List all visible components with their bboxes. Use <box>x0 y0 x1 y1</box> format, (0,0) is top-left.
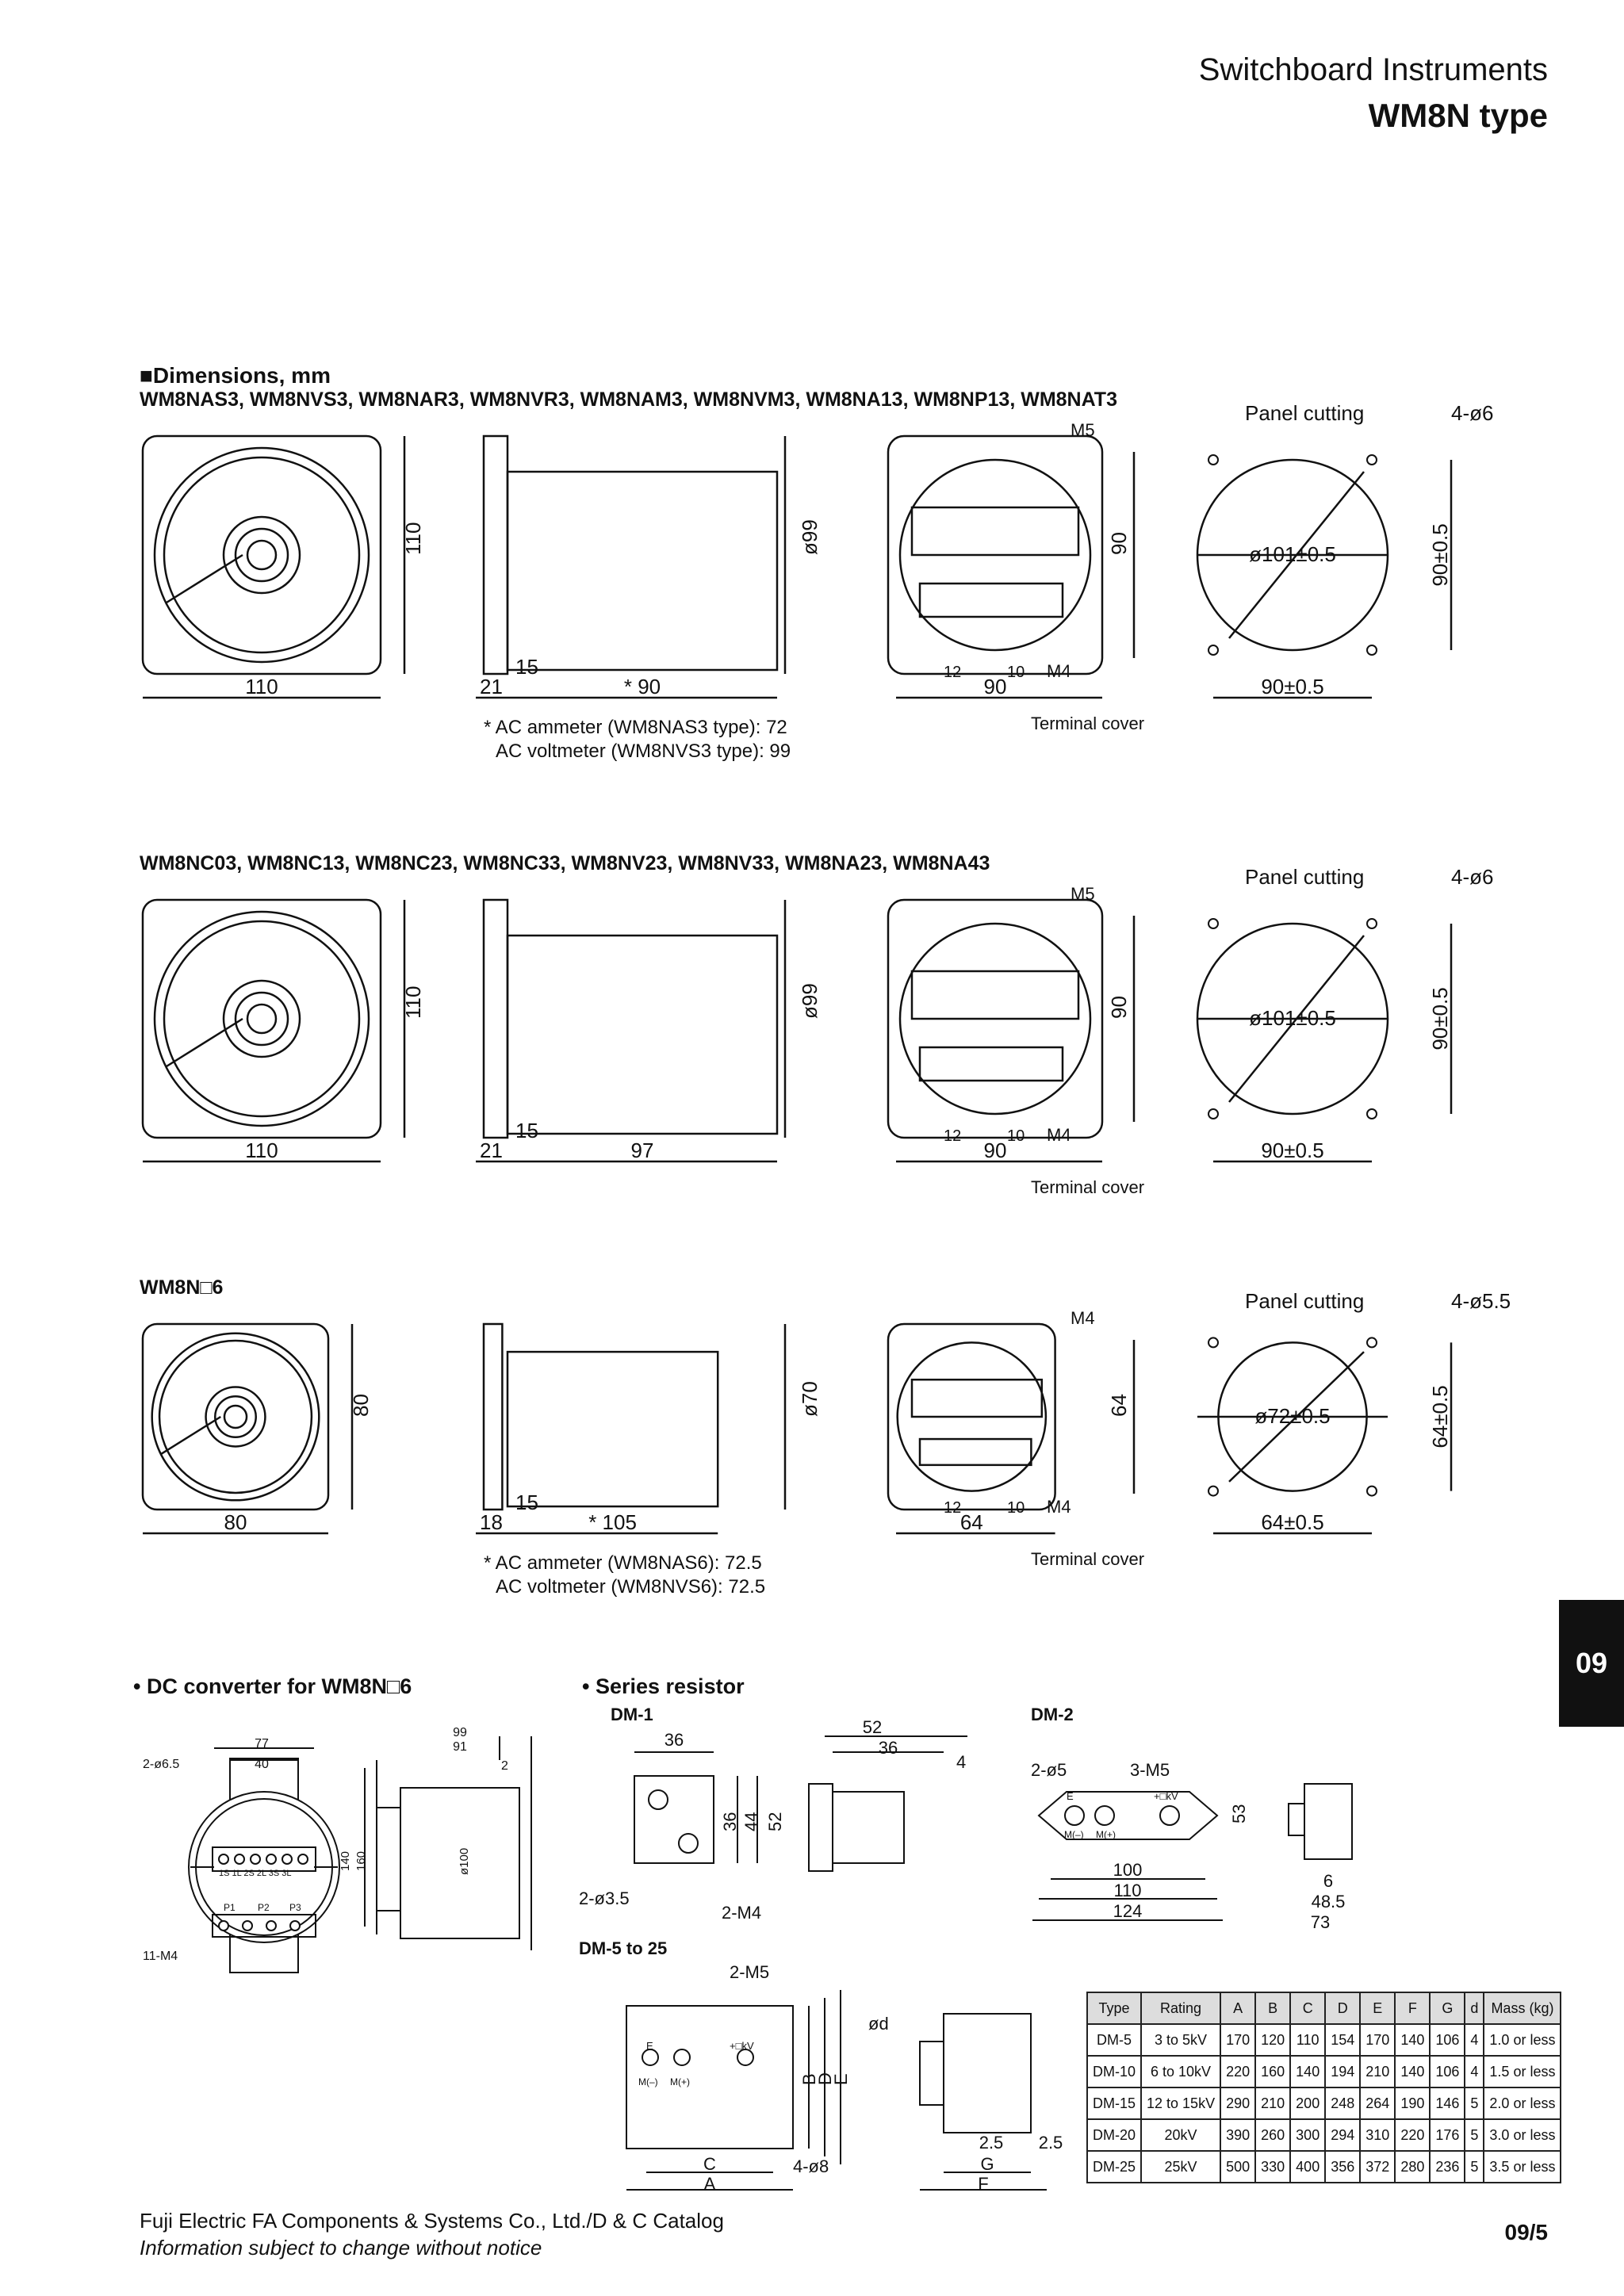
table-header: Mass (kg) <box>1484 1992 1561 2024</box>
table-cell: 400 <box>1290 2151 1325 2183</box>
table-cell: 264 <box>1360 2087 1395 2119</box>
table-cell: 280 <box>1395 2151 1430 2183</box>
table-header: B <box>1255 1992 1290 2024</box>
depth-b: 15 <box>515 1119 538 1142</box>
table-cell: 194 <box>1325 2056 1360 2087</box>
dm1-dim-36: 36 <box>664 1730 684 1750</box>
terminal-cover: Terminal cover <box>1031 714 1145 733</box>
dimension-drawings <box>135 1289 1562 1673</box>
dm2-dim-110: 110 <box>1113 1881 1142 1900</box>
header-title: Switchboard Instruments <box>1198 52 1548 87</box>
dc-dim-140: 140 <box>339 1850 352 1871</box>
note-voltmeter: AC voltmeter (WM8NVS3 type): 99 <box>496 740 791 762</box>
table-cell: 200 <box>1290 2087 1325 2119</box>
page-number: 09/5 <box>1504 2220 1548 2244</box>
cut-width: 90±0.5 <box>1261 675 1324 698</box>
back-height: 90 <box>1107 532 1131 555</box>
table-header: C <box>1290 1992 1325 2024</box>
body-diameter: ø99 <box>798 983 822 1019</box>
dm5-d: D <box>815 2072 835 2085</box>
cut-diameter: ø101±0.5 <box>1249 1006 1336 1030</box>
terminal-pitch-a: 12 <box>944 1127 962 1145</box>
cut-diameter: ø101±0.5 <box>1249 542 1336 566</box>
table-cell: 210 <box>1360 2056 1395 2087</box>
dm5-drawing <box>571 1934 1078 2204</box>
table-cell: 190 <box>1395 2087 1430 2119</box>
front-width: 110 <box>245 1138 278 1162</box>
depth-a: 21 <box>480 675 503 698</box>
dc-screws: 11-M4 <box>143 1950 178 1963</box>
dc-dim-99: 99 <box>453 1726 467 1739</box>
footer-notice: Information subject to change without notice <box>140 2236 542 2260</box>
table-cell: 106 <box>1430 2056 1465 2087</box>
body-diameter: ø70 <box>798 1381 822 1417</box>
dm5-d25b: 2.5 <box>1038 2133 1063 2152</box>
table-cell: 210 <box>1255 2087 1290 2119</box>
dimension-group-2 <box>0 852 1624 1265</box>
mount-holes: 4-ø6 <box>1451 865 1494 889</box>
dm2-dim-100: 100 <box>1113 1860 1143 1880</box>
footer-company: Fuji Electric FA Components & Systems Co., Ltd./D & C Catalog <box>140 2209 724 2233</box>
panel-cutting-label: Panel cutting <box>1245 401 1365 425</box>
table-cell: 220 <box>1220 2056 1255 2087</box>
front-width: 110 <box>245 675 278 698</box>
table-cell: 160 <box>1255 2056 1290 2087</box>
table-row <box>1087 2151 1561 2183</box>
header-subtitle: WM8N type <box>1368 97 1548 134</box>
dm1-screw: 2-M4 <box>722 1903 762 1923</box>
series-resistor-title: • Series resistor <box>582 1674 745 1698</box>
table-cell: 300 <box>1290 2119 1325 2151</box>
table-cell: 372 <box>1360 2151 1395 2183</box>
dc-dim-160: 160 <box>354 1850 368 1871</box>
table-cell: 294 <box>1325 2119 1360 2151</box>
cut-height: 64±0.5 <box>1428 1385 1452 1448</box>
table-cell: 1.0 or less <box>1484 2024 1561 2056</box>
terminal-screw: M4 <box>1047 1125 1071 1145</box>
panel-cutting-label: Panel cutting <box>1245 865 1365 889</box>
table-cell: 3.5 or less <box>1484 2151 1561 2183</box>
section-title: ■Dimensions, mm <box>140 363 331 388</box>
table-cell: 310 <box>1360 2119 1395 2151</box>
dc-dim-40: 40 <box>255 1758 269 1771</box>
table-row <box>1087 2087 1561 2119</box>
table-row <box>1087 2024 1561 2056</box>
dm5-b: B <box>799 2073 819 2085</box>
terminal-screw: M4 <box>1047 1497 1071 1517</box>
table-cell: 140 <box>1395 2024 1430 2056</box>
section-tab: 09 <box>1559 1600 1624 1727</box>
table-cell: 330 <box>1255 2151 1290 2183</box>
table-header: Type <box>1087 1992 1141 2024</box>
mount-holes: 4-ø5.5 <box>1451 1289 1511 1313</box>
cut-diameter: ø72±0.5 <box>1254 1404 1331 1428</box>
depth-b: 15 <box>515 1490 538 1514</box>
depth-c: 97 <box>630 1138 654 1162</box>
table-cell: 176 <box>1430 2119 1465 2151</box>
depth-c: * 105 <box>588 1510 637 1534</box>
table-cell: 3 to 5kV <box>1141 2024 1220 2056</box>
model-list: WM8NAS3, WM8NVS3, WM8NAR3, WM8NVR3, WM8NAM3, WM8NVM3, WM8NA13, WM8NP13, WM8NAT3 <box>140 388 1117 411</box>
note-voltmeter: AC voltmeter (WM8NVS6): 72.5 <box>496 1576 766 1598</box>
mount-screw: M4 <box>1071 1308 1095 1328</box>
dc-dim-2: 2 <box>501 1759 508 1773</box>
table-header: Rating <box>1141 1992 1220 2024</box>
dm5-g: G <box>980 2154 994 2174</box>
resistor-table <box>1086 1992 1561 2183</box>
table-cell: 260 <box>1255 2119 1290 2151</box>
dm5-a: A <box>703 2174 716 2194</box>
mount-holes: 4-ø6 <box>1451 401 1494 425</box>
back-width: 90 <box>983 675 1007 698</box>
note-ammeter: * AC ammeter (WM8NAS3 type): 72 <box>484 717 787 738</box>
back-height: 64 <box>1107 1394 1131 1417</box>
front-height: 110 <box>401 985 425 1019</box>
dm1-drawing <box>571 1705 983 1942</box>
dm1-label: DM-1 <box>611 1705 653 1724</box>
table-cell: 248 <box>1325 2087 1360 2119</box>
dm2-e: E <box>1067 1790 1074 1802</box>
cut-width: 64±0.5 <box>1261 1510 1324 1534</box>
table-cell: 4 <box>1465 2024 1484 2056</box>
dc-p3: P3 <box>289 1902 301 1913</box>
table-cell: 12 to 15kV <box>1141 2087 1220 2119</box>
model-list: WM8NC03, WM8NC13, WM8NC23, WM8NC33, WM8NV23, WM8NV33, WM8NA23, WM8NA43 <box>140 852 990 874</box>
cut-width: 90±0.5 <box>1261 1138 1324 1162</box>
table-cell: 110 <box>1290 2024 1325 2056</box>
model-list: WM8N□6 <box>140 1276 224 1299</box>
dm2-dim-73: 73 <box>1310 1912 1331 1932</box>
dc-dia: ø100 <box>458 1847 471 1875</box>
dm5-e: E <box>646 2040 653 2052</box>
table-header: D <box>1325 1992 1360 2024</box>
dm1-dim-36b: 36 <box>720 1812 740 1831</box>
table-cell: 170 <box>1360 2024 1395 2056</box>
front-height: 80 <box>349 1394 373 1417</box>
note-ammeter: * AC ammeter (WM8NAS6): 72.5 <box>484 1552 762 1574</box>
dc-p1: P1 <box>224 1902 236 1913</box>
dm1-dim-36c: 36 <box>878 1738 898 1758</box>
dm1-dim-44: 44 <box>741 1812 761 1831</box>
dm2-drawing <box>1007 1705 1404 1950</box>
dimension-drawings <box>135 401 1562 785</box>
dm5-e2: E <box>831 2073 851 2085</box>
dimension-drawings <box>135 865 1562 1249</box>
table-cell: DM-20 <box>1087 2119 1141 2151</box>
dm5-c: C <box>703 2154 716 2174</box>
depth-c: * 90 <box>623 675 661 698</box>
table-cell: 236 <box>1430 2151 1465 2183</box>
terminal-pitch-b: 10 <box>1007 664 1025 681</box>
table-cell: 140 <box>1395 2056 1430 2087</box>
table-cell: DM-15 <box>1087 2087 1141 2119</box>
dm1-dim-52b: 52 <box>862 1717 883 1737</box>
table-cell: DM-5 <box>1087 2024 1141 2056</box>
table-cell: 1.5 or less <box>1484 2056 1561 2087</box>
table-cell: 120 <box>1255 2024 1290 2056</box>
dm2-mplus: M(+) <box>1096 1829 1116 1840</box>
table-row <box>1087 2056 1561 2087</box>
front-width: 80 <box>224 1510 247 1534</box>
dm5-mminus: M(–) <box>638 2076 658 2087</box>
dm2-dim-53: 53 <box>1229 1804 1249 1823</box>
terminal-pitch-a: 12 <box>944 664 962 681</box>
table-cell: 6 to 10kV <box>1141 2056 1220 2087</box>
dm5-od: ød <box>868 2014 889 2034</box>
table-header: d <box>1465 1992 1484 2024</box>
dm5-mplus: M(+) <box>670 2076 690 2087</box>
table-header: E <box>1360 1992 1395 2024</box>
dm5-d25a: 2.5 <box>979 2133 1004 2152</box>
front-height: 110 <box>401 522 425 555</box>
table-cell: DM-10 <box>1087 2056 1141 2087</box>
terminal-screw: M4 <box>1047 661 1071 681</box>
body-diameter: ø99 <box>798 519 822 555</box>
dm5-kv: +□kV <box>730 2040 754 2052</box>
depth-a: 18 <box>480 1510 503 1534</box>
table-cell: 390 <box>1220 2119 1255 2151</box>
table-cell: 20kV <box>1141 2119 1220 2151</box>
table-cell: 4 <box>1465 2056 1484 2087</box>
dm2-dim-124: 124 <box>1113 1901 1143 1921</box>
back-height: 90 <box>1107 996 1131 1019</box>
dm2-hole: 2-ø5 <box>1031 1760 1067 1780</box>
table-cell: 154 <box>1325 2024 1360 2056</box>
table-cell: 146 <box>1430 2087 1465 2119</box>
dc-converter-drawing <box>135 1712 579 1982</box>
dm2-dim-6: 6 <box>1323 1871 1334 1891</box>
dm5-screw: 2-M5 <box>730 1962 770 1982</box>
table-cell: 3.0 or less <box>1484 2119 1561 2151</box>
back-width: 64 <box>959 1510 983 1534</box>
table-cell: 220 <box>1395 2119 1430 2151</box>
mount-screw: M5 <box>1071 884 1095 904</box>
dm2-kv: +□kV <box>1154 1790 1178 1802</box>
depth-a: 21 <box>480 1138 503 1162</box>
table-cell: 170 <box>1220 2024 1255 2056</box>
table-cell: 5 <box>1465 2151 1484 2183</box>
dm1-dim-4: 4 <box>956 1752 967 1772</box>
dm2-dim-48-5: 48.5 <box>1311 1892 1346 1911</box>
dc-converter-title: • DC converter for WM8N□6 <box>133 1674 412 1698</box>
dc-p2: P2 <box>258 1902 270 1913</box>
terminal-pitch-a: 12 <box>944 1499 962 1517</box>
table-cell: 2.0 or less <box>1484 2087 1561 2119</box>
dimension-group-3 <box>0 1276 1624 1689</box>
dc-dim-91: 91 <box>453 1740 467 1754</box>
dm2-screw: 3-M5 <box>1130 1760 1170 1780</box>
mount-screw: M5 <box>1071 420 1095 440</box>
dm5-holes: 4-ø8 <box>793 2156 829 2176</box>
depth-b: 15 <box>515 655 538 679</box>
dm2-mminus: M(–) <box>1064 1829 1084 1840</box>
table-cell: 5 <box>1465 2119 1484 2151</box>
table-header: F <box>1395 1992 1430 2024</box>
table-cell: 5 <box>1465 2087 1484 2119</box>
dm1-dim-52: 52 <box>765 1812 785 1831</box>
table-header: A <box>1220 1992 1255 2024</box>
table-cell: 290 <box>1220 2087 1255 2119</box>
dc-hole: 2-ø6.5 <box>143 1758 180 1771</box>
back-width: 90 <box>983 1138 1007 1162</box>
dc-terminals: 1S 1L 2S 2L 3S 3L <box>219 1869 292 1878</box>
table-cell: DM-25 <box>1087 2151 1141 2183</box>
cut-height: 90±0.5 <box>1428 987 1452 1050</box>
dm5-label: DM-5 to 25 <box>579 1938 668 1958</box>
terminal-cover: Terminal cover <box>1031 1549 1145 1569</box>
table-cell: 500 <box>1220 2151 1255 2183</box>
dimension-group-1 <box>0 388 1624 801</box>
table-cell: 106 <box>1430 2024 1465 2056</box>
dc-dim-77: 77 <box>255 1737 269 1751</box>
table-header: G <box>1430 1992 1465 2024</box>
terminal-pitch-b: 10 <box>1007 1127 1025 1145</box>
terminal-cover: Terminal cover <box>1031 1177 1145 1197</box>
dm1-hole: 2-ø3.5 <box>579 1888 630 1908</box>
panel-cutting-label: Panel cutting <box>1245 1289 1365 1313</box>
dm5-f: F <box>978 2174 989 2194</box>
table-row <box>1087 2119 1561 2151</box>
terminal-pitch-b: 10 <box>1007 1499 1025 1517</box>
table-cell: 25kV <box>1141 2151 1220 2183</box>
dm2-label: DM-2 <box>1031 1705 1074 1724</box>
cut-height: 90±0.5 <box>1428 523 1452 587</box>
table-cell: 140 <box>1290 2056 1325 2087</box>
table-cell: 356 <box>1325 2151 1360 2183</box>
